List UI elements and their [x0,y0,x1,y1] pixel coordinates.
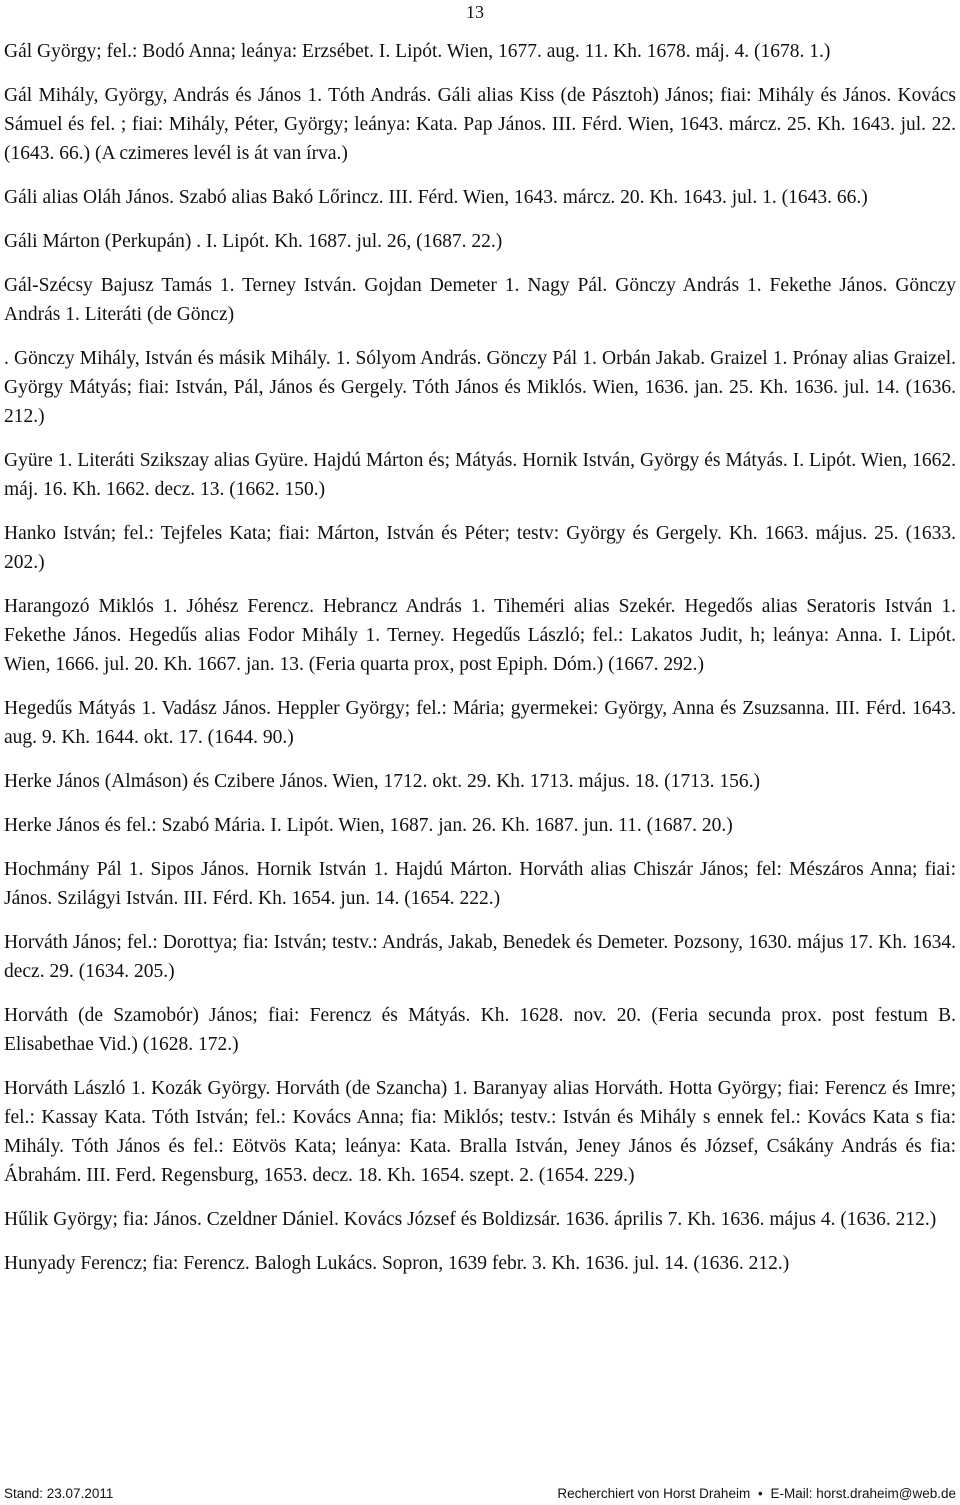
footer-email: E-Mail: horst.draheim@web.de [770,1486,956,1501]
footer-author: Recherchiert von Horst Draheim [557,1486,751,1501]
entry-paragraph: Herke János és fel.: Szabó Mária. I. Lipót. Wien, 1687. jan. 26. Kh. 1687. jun. 11. (1687. 20.) [4,815,733,836]
entry-paragraph: Gál-Szécsy Bajusz Tamás 1. Terney István. Gojdan Demeter 1. Nagy Pál. Gönczy András 1. Fekethe János. Gönczy András 1. Literáti (de Göncz) [4,275,956,325]
entry-paragraph: Hanko István; fel.: Tejfeles Kata; fiai: Márton, István és Péter; testv: György és Gergely. Kh. 1663. május. 25. (1633. 202.) [4,523,956,573]
entry-paragraph: Herke János (Almáson) és Czibere János. Wien, 1712. okt. 29. Kh. 1713. május. 18. (1713. 156.) [4,771,760,792]
entry-paragraph: Hegedűs Mátyás 1. Vadász János. Heppler György; fel.: Mária; gyermekei: György, Anna és Zsuzsanna. III. Férd. 1643. aug. 9. Kh. 1644. okt. 17. (1644. 90.) [4,698,956,748]
page-footer [4,1483,956,1505]
entry-paragraph: Gál Mihály, György, András és János 1. Tóth András. Gáli alias Kiss (de Pásztoh) János; fiai: Mihály és János. Kovács Sámuel és fel. ; fiai: Mihály, Péter, György; leánya: Kata. Pap János. III. Férd. Wien, 1643. márcz. 25. Kh. 1643. jul. 22. (1643. 66.) (A czimeres levél is át van írva.) [4,85,956,164]
entry-paragraph: Gáli Márton (Perkupán) . I. Lipót. Kh. 1687. jul. 26, (1687. 22.) [4,231,503,252]
entry-paragraph: Gyüre 1. Literáti Szikszay alias Gyüre. Hajdú Márton és; Mátyás. Hornik István, György és Mátyás. I. Lipót. Wien, 1662. máj. 16. Kh. 1662. decz. 13. (1662. 150.) [4,450,956,500]
page-number: 13 [466,2,484,22]
entry-paragraph: Gál György; fel.: Bodó Anna; leánya: Erzsébet. I. Lipót. Wien, 1677. aug. 11. Kh. 1678. máj. 4. (1678. 1.) [4,41,831,62]
entry-paragraph: Harangozó Miklós 1. Jóhész Ferencz. Hebrancz András 1. Tiheméri alias Szekér. Hegedős alias Seratoris István 1. Fekethe János. Hegedűs alias Fodor Mihály 1. Terney. Hegedűs László; fel.: Lakatos Judit, h; leánya: Anna. I. Lipót. Wien, 1666. jul. 20. Kh. 1667. jan. 13. (Feria quarta prox, post Epiph. Dóm.) (1667. 292.) [4,596,956,675]
entry-paragraph: Hűlik György; fia: János. Czeldner Dániel. Kovács József és Boldizsár. 1636. április 7. Kh. 1636. május 4. (1636. 212.) [4,1209,937,1230]
bullet-separator: • [757,1486,763,1501]
document-body [4,37,956,1293]
entry-paragraph: Horváth (de Szamobór) János; fiai: Ferencz és Mátyás. Kh. 1628. nov. 20. (Feria secunda prox. post festum B. Elisabethae Vid.) (1628. 172.) [4,1005,956,1055]
entry-paragraph: Hunyady Ferencz; fia: Ferencz. Balogh Lukács. Sopron, 1639 febr. 3. Kh. 1636. jul. 14. (1636. 212.) [4,1253,790,1274]
footer-credits [557,1483,956,1505]
entry-paragraph: . Gönczy Mihály, István és másik Mihály. 1. Sólyom András. Gönczy Pál 1. Orbán Jakab. Graizel 1. Prónay alias Graizel. György Mátyás; fiai: István, Pál, János és Gergely. Tóth János és Miklós. Wien, 1636. jan. 25. Kh. 1636. jul. 14. (1636. 212.) [4,348,956,427]
entry-paragraph: Horváth László 1. Kozák György. Horváth (de Szancha) 1. Baranyay alias Horváth. Hotta György; fiai: Ferencz és Imre; fel.: Kassay Kata. Tóth István; fel.: Kovács Anna; fia: Miklós; testv.: István és Mihály s ennek fel.: Kovács Kata s fia: Mihály. Tóth János és fel.: Eötvös Kata; leánya: Kata. Bralla István, Jeney János és József, Csákány András és fia: Ábrahám. III. Ferd. Regensburg, 1653. decz. 18. Kh. 1654. szept. 2. (1654. 229.) [4,1078,956,1186]
entry-paragraph: Gáli alias Oláh János. Szabó alias Bakó Lőrincz. III. Férd. Wien, 1643. márcz. 20. Kh. 1643. jul. 1. (1643. 66.) [4,187,868,208]
entry-paragraph: Horváth János; fel.: Dorottya; fia: István; testv.: András, Jakab, Benedek és Demeter. Pozsony, 1630. május 17. Kh. 1634. decz. 29. (1634. 205.) [4,932,956,982]
footer-date: Stand: 23.07.2011 [4,1486,114,1501]
entry-paragraph: Hochmány Pál 1. Sipos János. Hornik István 1. Hajdú Márton. Horváth alias Chiszár János; fel: Mészáros Anna; fiai: János. Szilágyi István. III. Férd. Kh. 1654. jun. 14. (1654. 222.) [4,859,956,909]
